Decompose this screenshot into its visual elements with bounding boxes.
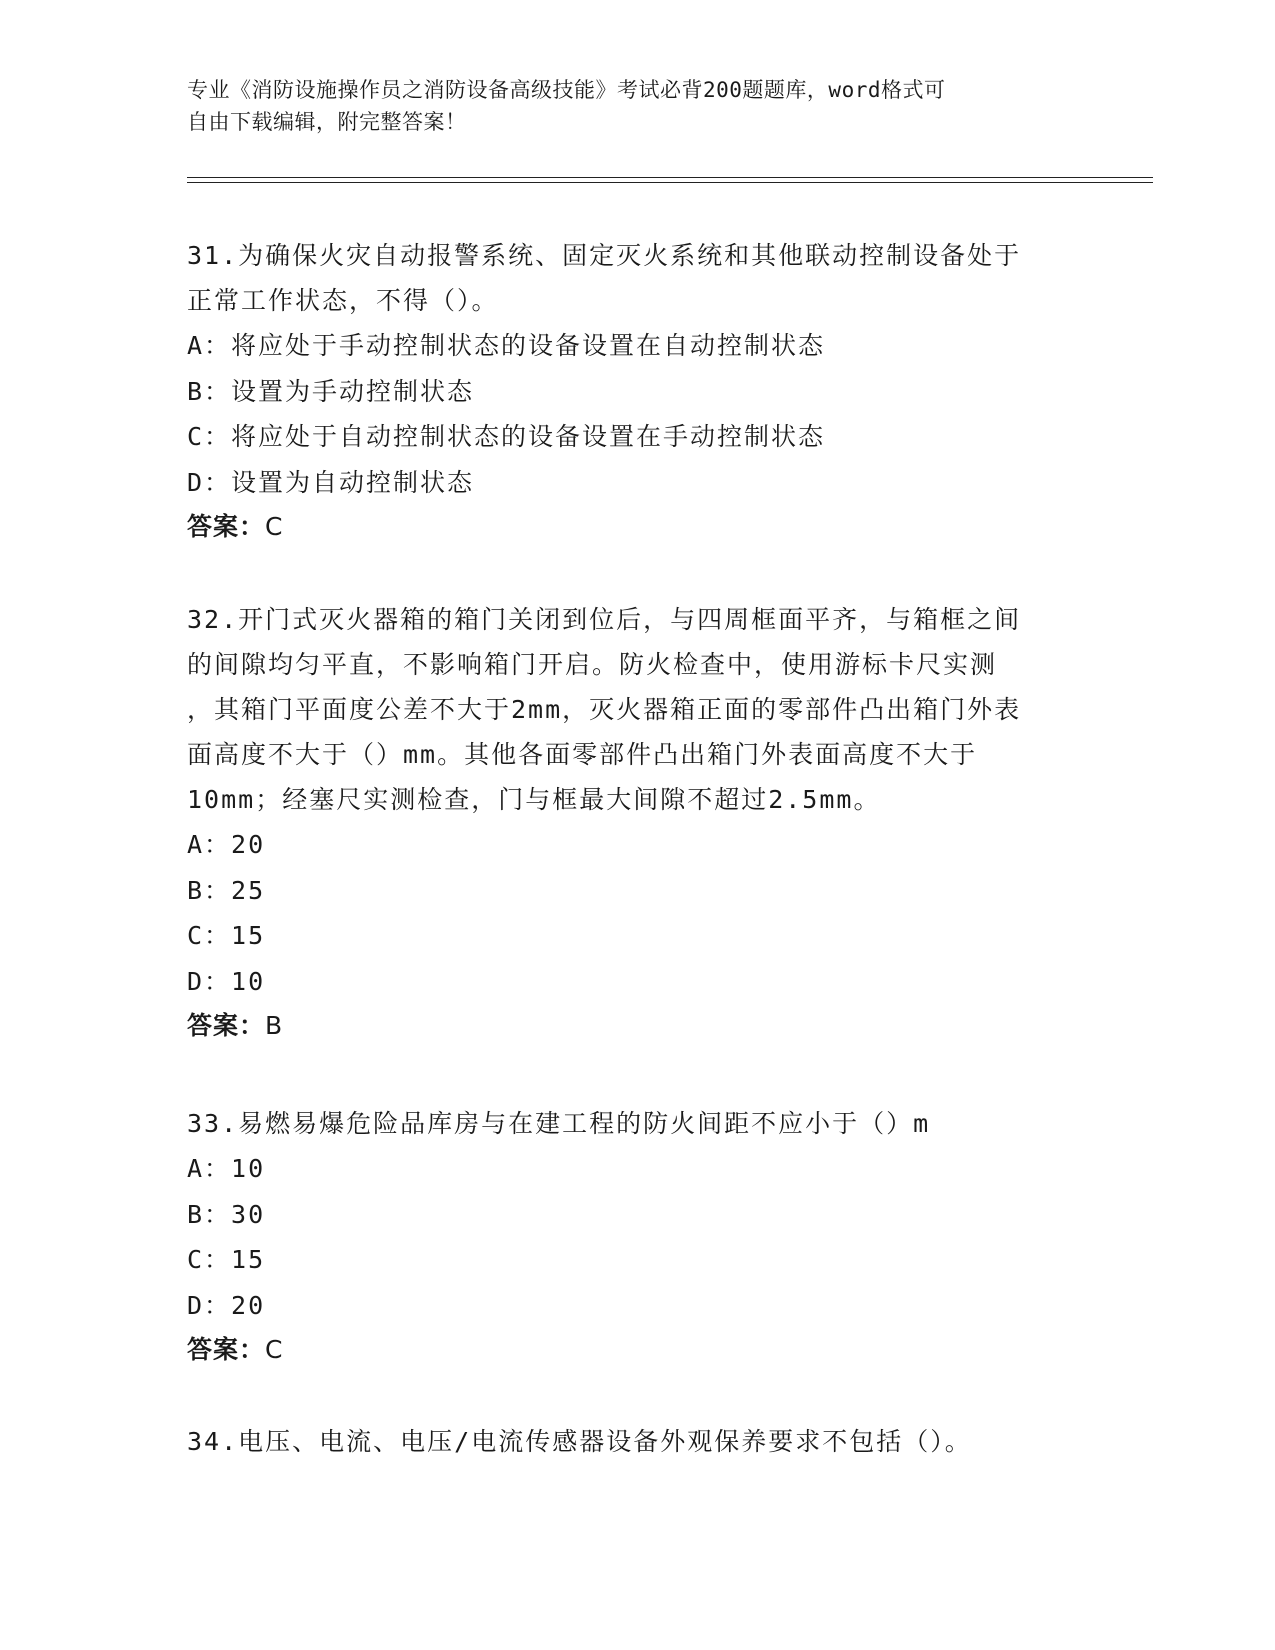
option-c: C：将应处于自动控制状态的设备设置在手动控制状态 bbox=[187, 422, 826, 451]
document-header bbox=[187, 74, 1087, 138]
option-a: A：20 bbox=[187, 830, 266, 859]
question-stem: 10mm；经塞尺实测检查，门与框最大间隙不超过2.5mm。 bbox=[187, 785, 881, 814]
question-32 bbox=[187, 597, 1087, 1048]
option-b: B：25 bbox=[187, 875, 266, 905]
answer-value: B bbox=[265, 1011, 284, 1040]
option-b: B：设置为手动控制状态 bbox=[187, 376, 475, 406]
question-34 bbox=[187, 1419, 1087, 1464]
option-c: C：15 bbox=[187, 1245, 266, 1274]
answer-line bbox=[187, 505, 1087, 549]
question-stem: 34.电压、电流、电压/电流传感器设备外观保养要求不包括（）。 bbox=[187, 1427, 972, 1456]
option-d: D：10 bbox=[187, 966, 266, 996]
question-stem: ，其箱门平面度公差不大于2mm，灭火器箱正面的零部件凸出箱门外表 bbox=[187, 695, 1022, 724]
option-d: D：20 bbox=[187, 1290, 266, 1320]
question-stem: 正常工作状态，不得（）。 bbox=[187, 286, 499, 315]
question-33 bbox=[187, 1101, 1087, 1372]
question-stem: 的间隙均匀平直，不影响箱门开启。防火检查中，使用游标卡尺实测 bbox=[187, 650, 998, 679]
question-31 bbox=[187, 233, 1087, 549]
answer-label: 答案： bbox=[187, 1335, 266, 1364]
answer-line bbox=[187, 1328, 1087, 1372]
option-a: A：10 bbox=[187, 1154, 266, 1183]
question-stem: 32.开门式灭火器箱的箱门关闭到位后，与四周框面平齐，与箱框之间 bbox=[187, 605, 1022, 634]
answer-line bbox=[187, 1004, 1087, 1048]
question-stem: 33.易燃易爆危险品库房与在建工程的防火间距不应小于（）m bbox=[187, 1109, 931, 1138]
header-line: 专业《消防设施操作员之消防设备高级技能》考试必背200题题库，word格式可 bbox=[187, 78, 946, 102]
answer-label: 答案： bbox=[187, 1011, 266, 1040]
header-divider bbox=[187, 177, 1153, 178]
answer-value: C bbox=[265, 1335, 284, 1364]
option-d: D：设置为自动控制状态 bbox=[187, 467, 475, 497]
question-stem: 31.为确保火灾自动报警系统、固定灭火系统和其他联动控制设备处于 bbox=[187, 241, 1022, 270]
option-b: B：30 bbox=[187, 1199, 266, 1229]
header-line: 自由下载编辑，附完整答案！ bbox=[187, 110, 467, 134]
answer-value: C bbox=[265, 512, 284, 541]
option-a: A：将应处于手动控制状态的设备设置在自动控制状态 bbox=[187, 331, 826, 360]
option-c: C：15 bbox=[187, 921, 266, 950]
header-divider bbox=[187, 182, 1153, 183]
question-stem: 面高度不大于（）mm。其他各面零部件凸出箱门外表面高度不大于 bbox=[187, 740, 978, 769]
answer-label: 答案： bbox=[187, 512, 266, 541]
